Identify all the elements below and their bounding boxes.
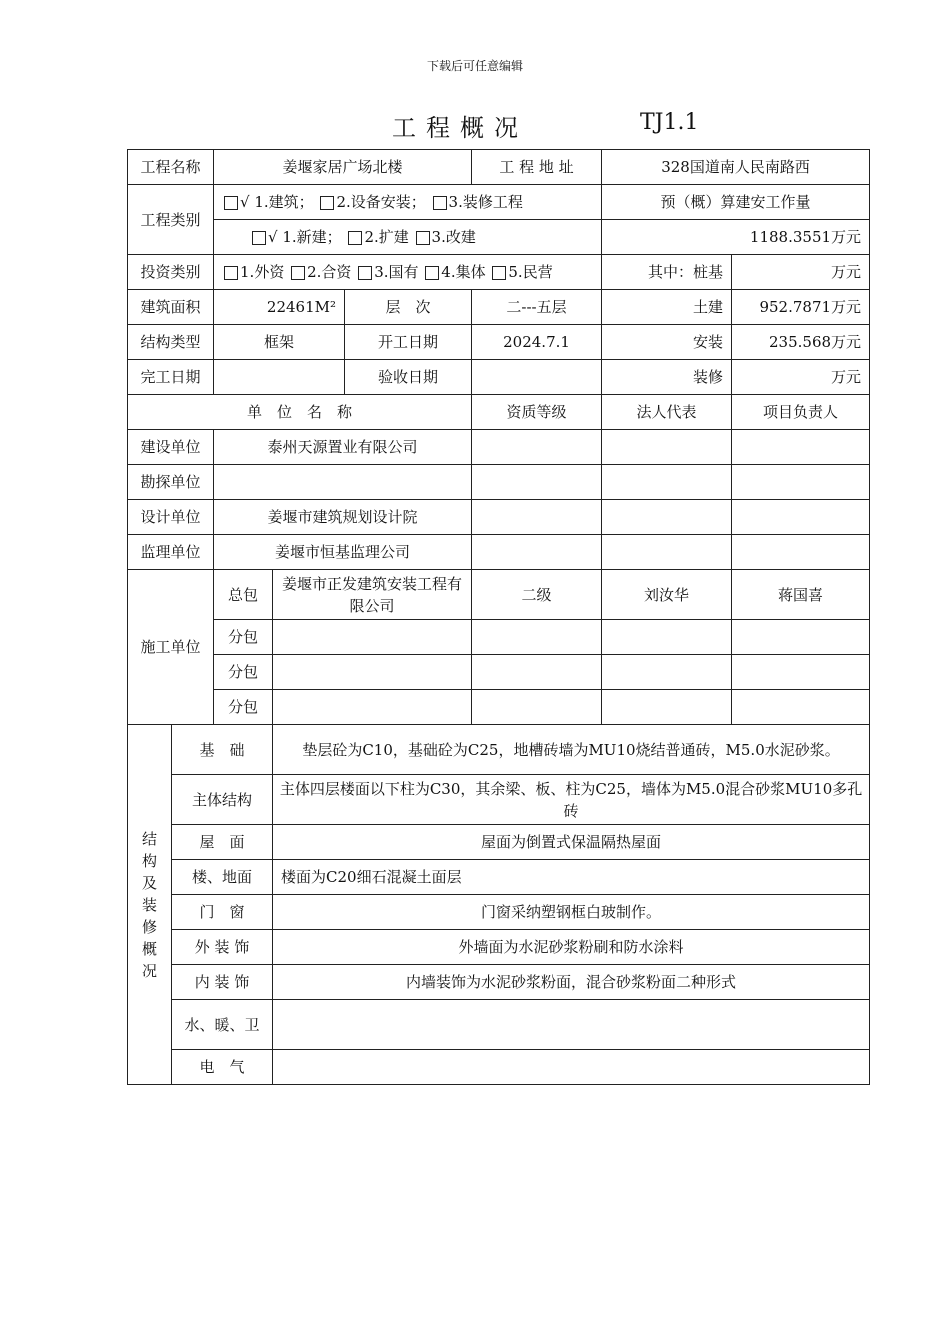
row-doors-windows bbox=[128, 895, 870, 930]
detail-text bbox=[273, 1050, 870, 1085]
row-sub-2 bbox=[128, 655, 870, 690]
label-area: 建筑面积 bbox=[128, 290, 214, 325]
row-general-contractor bbox=[128, 570, 870, 620]
row-project-name bbox=[128, 150, 870, 185]
row-interior bbox=[128, 965, 870, 1000]
label-project-name: 工程名称 bbox=[128, 150, 214, 185]
row-sub-3 bbox=[128, 690, 870, 725]
project-type-options bbox=[214, 185, 602, 220]
option-collective: 4.集体 bbox=[441, 263, 486, 281]
form-code: TJ1.1 bbox=[640, 110, 699, 135]
label-survey: 勘探单位 bbox=[128, 465, 214, 500]
checkbox-foreign[interactable] bbox=[224, 266, 238, 280]
row-exterior bbox=[128, 930, 870, 965]
row-sub-1 bbox=[128, 620, 870, 655]
checkbox-expand[interactable] bbox=[348, 231, 362, 245]
row-completion bbox=[128, 360, 870, 395]
row-area bbox=[128, 290, 870, 325]
checkbox-joint[interactable] bbox=[291, 266, 305, 280]
option-expand: 2.扩建 bbox=[364, 228, 409, 246]
page-header: 下载后可任意编辑 bbox=[426, 59, 523, 73]
checkbox-collective[interactable] bbox=[425, 266, 439, 280]
value-completion bbox=[214, 360, 345, 395]
value-general-manager: 蒋国喜 bbox=[732, 570, 870, 620]
row-unit-header bbox=[128, 395, 870, 430]
checkbox-state[interactable] bbox=[358, 266, 372, 280]
label-project-address: 工 程 地 址 bbox=[472, 150, 602, 185]
detail-text: 垫层砼为C10，基础砼为C25，地槽砖墙为MU10烧结普通砖，M5.0水泥砂浆。 bbox=[273, 725, 870, 775]
detail-label: 基 础 bbox=[172, 725, 273, 775]
row-foundation bbox=[128, 725, 870, 775]
row-electric bbox=[128, 1050, 870, 1085]
detail-label: 水、暖、卫 bbox=[172, 1000, 273, 1050]
option-state: 3.国有 bbox=[374, 263, 419, 281]
checkbox-equipment[interactable] bbox=[320, 196, 334, 210]
label-civil: 土建 bbox=[602, 290, 732, 325]
value-decoration: 万元 bbox=[732, 360, 870, 395]
detail-text: 外墙面为水泥砂浆粉刷和防水涂料 bbox=[273, 930, 870, 965]
build-mode-options bbox=[214, 220, 602, 255]
header-qualification: 资质等级 bbox=[472, 395, 602, 430]
checkbox-private[interactable] bbox=[492, 266, 506, 280]
value-civil: 952.7871万元 bbox=[732, 290, 870, 325]
page-title: 工程概况 bbox=[392, 114, 528, 142]
value-project-address: 328国道南人民南路西 bbox=[602, 150, 870, 185]
option-private: 5.民营 bbox=[508, 263, 553, 281]
option-joint: 2.合资 bbox=[307, 263, 352, 281]
detail-label: 门 窗 bbox=[172, 895, 273, 930]
detail-text: 楼面为C20细石混凝土面层 bbox=[273, 860, 870, 895]
detail-text bbox=[273, 1000, 870, 1050]
detail-label: 电 气 bbox=[172, 1050, 273, 1085]
option-foreign: 1.外资 bbox=[240, 263, 285, 281]
row-builder bbox=[128, 430, 870, 465]
value-design: 姜堰市建筑规划设计院 bbox=[214, 500, 472, 535]
detail-label: 屋 面 bbox=[172, 825, 273, 860]
project-overview-table bbox=[127, 149, 870, 1085]
label-builder: 建设单位 bbox=[128, 430, 214, 465]
checkbox-building[interactable] bbox=[224, 196, 238, 210]
row-floor bbox=[128, 860, 870, 895]
row-main-structure bbox=[128, 775, 870, 825]
option-rebuild: 3.改建 bbox=[431, 228, 476, 246]
header-project-manager: 项目负责人 bbox=[732, 395, 870, 430]
header-unit-name: 单 位 名 称 bbox=[128, 395, 472, 430]
row-supervision bbox=[128, 535, 870, 570]
detail-label: 楼、地面 bbox=[172, 860, 273, 895]
value-area: 22461M² bbox=[214, 290, 345, 325]
row-survey bbox=[128, 465, 870, 500]
label-project-type: 工程类别 bbox=[128, 185, 214, 255]
investment-options bbox=[214, 255, 602, 290]
label-overview: 结 构 及 装 修 概 况 bbox=[128, 725, 172, 1085]
value-acceptance bbox=[472, 360, 602, 395]
label-general: 总包 bbox=[214, 570, 273, 620]
value-general-name: 姜堰市正发建筑安装工程有限公司 bbox=[273, 570, 472, 620]
row-project-type-2 bbox=[128, 220, 870, 255]
value-project-name: 姜堰家居广场北楼 bbox=[214, 150, 472, 185]
row-mep bbox=[128, 1000, 870, 1050]
value-floors: 二---五层 bbox=[472, 290, 602, 325]
label-design: 设计单位 bbox=[128, 500, 214, 535]
row-project-type-1 bbox=[128, 185, 870, 220]
label-floors: 层 次 bbox=[345, 290, 472, 325]
value-start-date: 2024.7.1 bbox=[472, 325, 602, 360]
detail-text: 门窗采纳塑钢框白玻制作。 bbox=[273, 895, 870, 930]
label-install: 安装 bbox=[602, 325, 732, 360]
row-structure bbox=[128, 325, 870, 360]
row-design bbox=[128, 500, 870, 535]
detail-text: 屋面为倒置式保温隔热屋面 bbox=[273, 825, 870, 860]
label-sub: 分包 bbox=[214, 655, 273, 690]
value-general-legal: 刘汝华 bbox=[602, 570, 732, 620]
option-decoration: 3.装修工程 bbox=[448, 193, 523, 211]
row-investment bbox=[128, 255, 870, 290]
value-install: 235.568万元 bbox=[732, 325, 870, 360]
label-structure: 结构类型 bbox=[128, 325, 214, 360]
value-builder: 泰州天源置业有限公司 bbox=[214, 430, 472, 465]
header-legal-rep: 法人代表 bbox=[602, 395, 732, 430]
label-decoration: 装修 bbox=[602, 360, 732, 395]
checkbox-rebuild[interactable] bbox=[416, 231, 430, 245]
label-pile: 其中：桩基 bbox=[602, 255, 732, 290]
value-general-grade: 二级 bbox=[472, 570, 602, 620]
detail-text: 内墙装饰为水泥砂浆粉面，混合砂浆粉面二种形式 bbox=[273, 965, 870, 1000]
detail-label: 内 装 饰 bbox=[172, 965, 273, 1000]
option-new: √ 1.新建； bbox=[268, 228, 342, 246]
label-sub: 分包 bbox=[214, 620, 273, 655]
row-roof bbox=[128, 825, 870, 860]
label-supervision: 监理单位 bbox=[128, 535, 214, 570]
label-sub: 分包 bbox=[214, 690, 273, 725]
checkbox-new[interactable] bbox=[252, 231, 266, 245]
value-supervision: 姜堰市恒基监理公司 bbox=[214, 535, 472, 570]
option-building: √ 1.建筑； bbox=[240, 193, 314, 211]
detail-label: 主体结构 bbox=[172, 775, 273, 825]
detail-label: 外 装 饰 bbox=[172, 930, 273, 965]
label-completion: 完工日期 bbox=[128, 360, 214, 395]
value-pile: 万元 bbox=[732, 255, 870, 290]
option-equipment: 2.设备安装； bbox=[336, 193, 426, 211]
value-structure: 框架 bbox=[214, 325, 345, 360]
label-start-date: 开工日期 bbox=[345, 325, 472, 360]
label-budget: 预（概）算建安工作量 bbox=[602, 185, 870, 220]
label-investment: 投资类别 bbox=[128, 255, 214, 290]
detail-text: 主体四层楼面以下柱为C30，其余梁、板、柱为C25，墙体为M5.0混合砂浆MU10多孔砖 bbox=[273, 775, 870, 825]
value-survey bbox=[214, 465, 472, 500]
value-budget-total: 1188.3551万元 bbox=[602, 220, 870, 255]
checkbox-decoration[interactable] bbox=[433, 196, 447, 210]
label-acceptance: 验收日期 bbox=[345, 360, 472, 395]
label-construction: 施工单位 bbox=[128, 570, 214, 725]
